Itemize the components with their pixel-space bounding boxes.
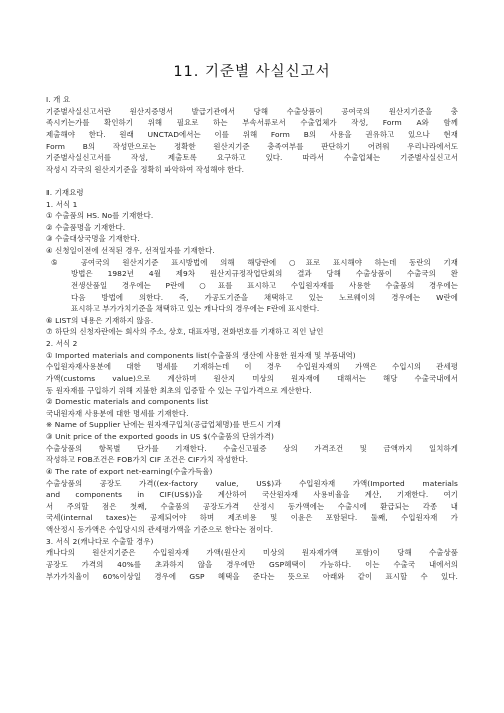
text-line: 기준별사실신고서를 작성, 제출토록 요구하고 있다. 따라서 수출업체는 기준별사실신고서	[46, 153, 458, 163]
text-line: ⑥ LIST의 내용은 기재하지 않음.	[46, 315, 154, 325]
text-line: 부가가치율이 60%이상일 경우에 GSP 혜택을 준다는 뜻으로 아래와 같이 표시할 수 있다.	[46, 571, 458, 581]
page-title: 11. 기준별 사실신고서	[173, 64, 331, 80]
text-line: ⑦ 하단의 신청자란에는 회사의 주소, 상호, 대표자명, 전화번호를 기재하고 직인 날인	[46, 327, 324, 337]
text-line: 캐나다의 원산지기준은 수입원자재 가액(원산지 미상의 원자재가액 포함)이 당해 수출상품	[46, 548, 458, 558]
text-line: ④ 신청일이전에 선적된 경우, 선적일자를 기재한다.	[46, 246, 215, 256]
text-line: ② Domestic materials and components list	[46, 397, 209, 407]
text-line: Ⅰ. 개 요	[46, 95, 71, 104]
text-line: ③ 수출대상국명을 기재한다.	[46, 234, 140, 244]
text-line: 표시하고 부가가치기준을 채택하고 있는 캐나다의 경우에는 F란에 표시한다.	[71, 304, 320, 314]
text-line: 액산정시 동가액은 수입당시의 관세평가액을 기준으로 한다는 점이다.	[46, 525, 274, 535]
text-line: 기준별사실신고서란 원산지증명서 발급기관에서 당해 수출상품이 공여국의 원산지기준을 충	[46, 106, 458, 116]
text-line: Ⅱ. 기재요령	[46, 187, 84, 197]
text-line: 전생산품일 경우에는 P란에 ○표를 표시하고 수입원자재를 사용한 수출품의 경우에는	[71, 280, 458, 290]
text-line: 국내원자재 사용분에 대한 명세를 기재한다.	[46, 408, 189, 418]
text-line: 국세(internal taxes)는 공제되어야 하며 제조비용 및 이윤은 포함된다. 둘째, 수입원자재 가	[46, 513, 458, 523]
document-body	[46, 94, 458, 582]
text-line: 다음 방법에 의한다. 즉, 가공도기준을 채택하고 있는 노르웨이의 경우에는 W란에	[71, 292, 458, 302]
text-line: 2. 서식 2	[46, 339, 78, 349]
text-line: 1. 서식 1	[46, 199, 78, 209]
text-line: ⑤ 공여국의 원산지기준 표시방법에 의해 해당란에 ○표로 표시해야 하는데 동란의 기재	[51, 257, 458, 267]
text-line: 방법은 1982년 4월 제9차 원산지규정작업단회의 결과 당해 수출상품이 수출국의 완	[71, 269, 458, 279]
text-line: 동 원자재를 구입하기 위해 지불한 최초의 입증할 수 있는 구입가격으로 계산한다.	[46, 385, 312, 395]
text-line: 수출상품의 항목별 단가를 기재한다. 수출신고필증 상의 가격조건 및 금액까지 일치하게	[46, 443, 458, 453]
text-line: 3. 서식 2(캐나다로 수출할 경우)	[46, 536, 154, 546]
text-line: 작성하고 FOB조건은 FOB가치 CIF 조건은 CIF가치 작성한다.	[46, 455, 249, 465]
text-line: Form B의 작성만으로는 정확한 원산지기준 충족여부를 판단하기 어려워 우리나라에서도	[46, 141, 458, 151]
text-line: 족시키는가를 확인하기 위해 필요로 하는 부속서류로서 수출업체가 작성, Form A와 함께	[46, 118, 458, 128]
text-line: 수입원자재사용분에 대한 명세를 기재하는데 이 경우 수입원자재의 가액은 수입시의 관세평	[46, 362, 458, 372]
text-line: 가액(customs value)으로 계산하며 원산지 미상의 원자재에 대해서는 해당 수출국내에서	[46, 373, 458, 383]
text-line: 수출상품의 공장도 가격((ex-factory value, US$)과 수입원자재 가액(Imported materials	[46, 478, 458, 488]
text-line: 공장도 가격의 40%를 초과하지 않을 경우에만 GSP혜택이 가능하다. 이는 수출국 내에서의	[46, 559, 458, 569]
text-line: ② 수출품명을 기재한다.	[46, 222, 126, 232]
text-line: ④ The rate of export net-earning(수출가득율)	[46, 466, 213, 476]
text-line: 작성시 각국의 원산지기준을 정확히 파악하여 작성해야 한다.	[46, 164, 245, 174]
text-line: ③ Unit price of the exported goods in US $(수출품의 단위가격)	[46, 432, 274, 442]
text-line: 서 주의할 점은 첫째, 수출품의 공장도가격 산정시 동가액에는 수출시에 환급되는 각종 내	[46, 501, 458, 511]
text-line: and components in CIF(US$))을 계산하여 국산원자재 사용비율을 계산, 기재한다. 여기	[46, 490, 458, 500]
text-line: ① Imported materials and components list(수출품의 생산에 사용한 원자재 및 부품내역)	[46, 350, 356, 360]
text-line: ※ Name of Supplier 난에는 원자재구입처(공급업체명)를 반드시 기재	[46, 420, 281, 430]
text-line: ① 수출품의 HS. No를 기재한다.	[46, 211, 154, 221]
text-line: 제출해야 한다. 원래 UNCTAD에서는 이를 위해 Form B의 사용을 권유하고 있으나 현재	[46, 129, 458, 139]
section-gap	[46, 175, 458, 187]
